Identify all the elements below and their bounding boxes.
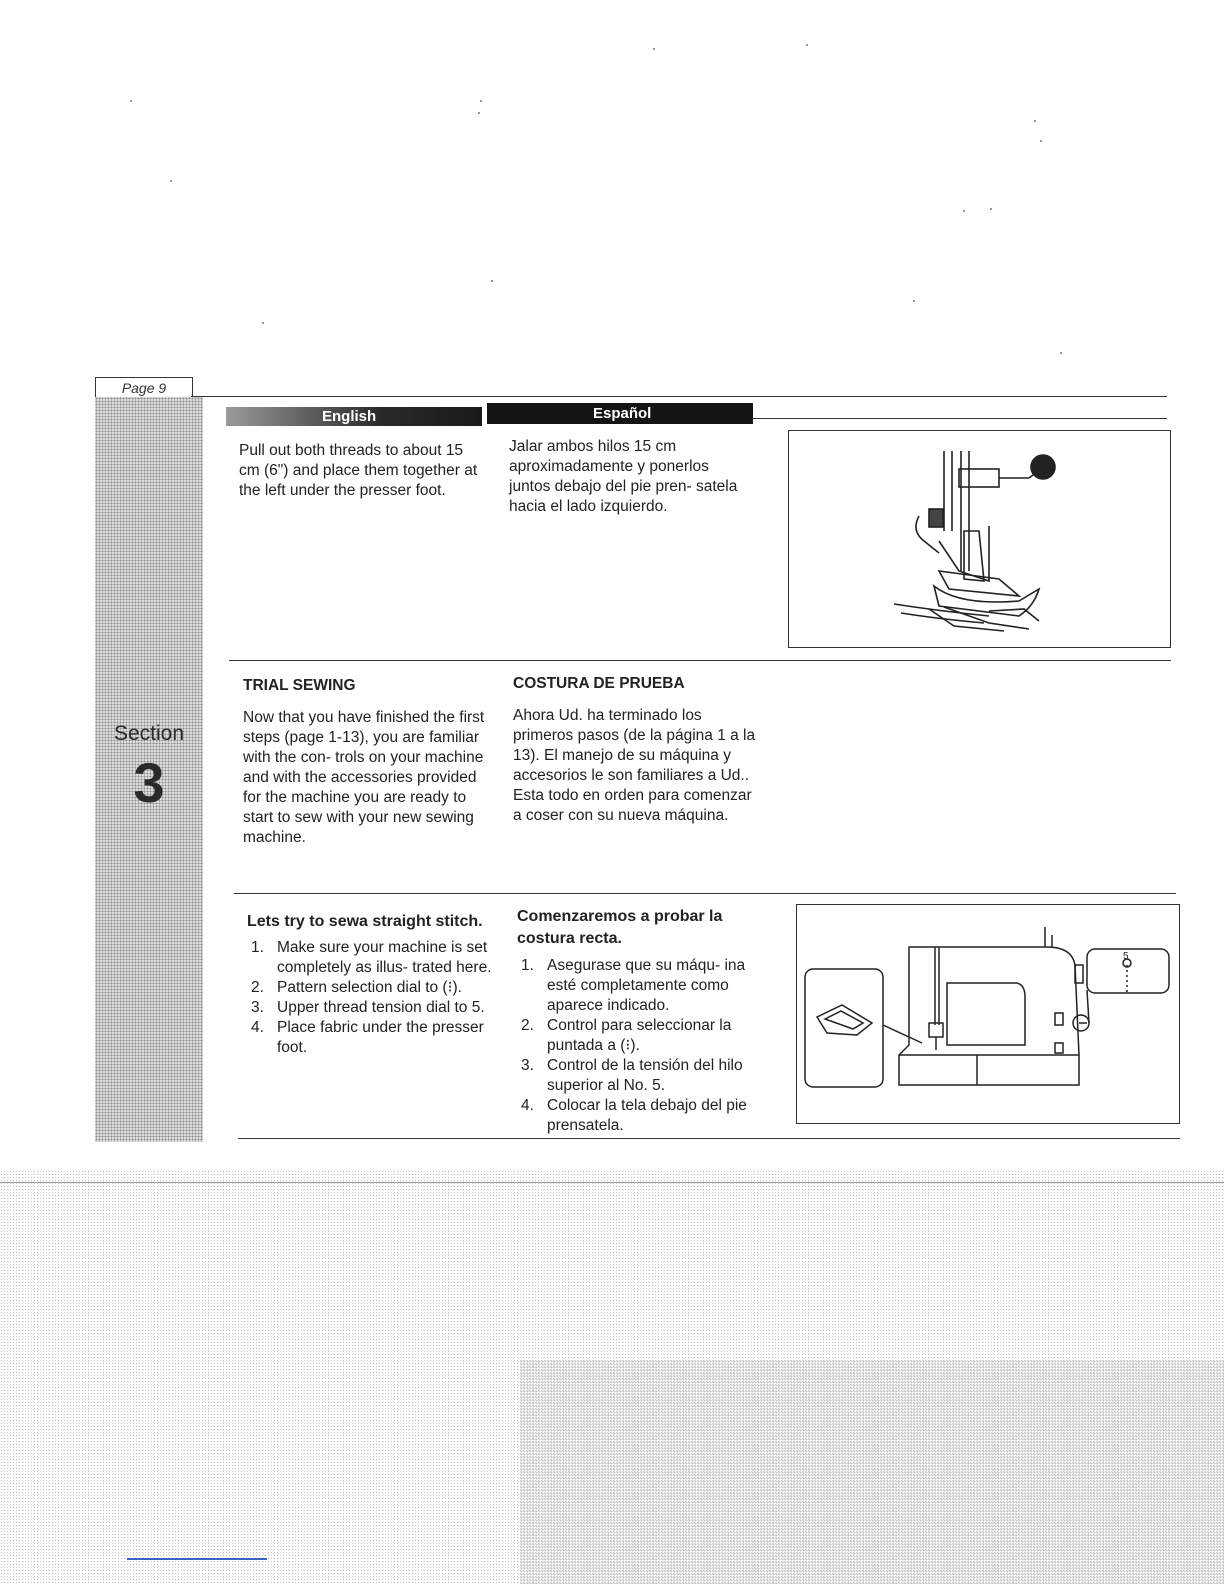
scan-speck <box>480 100 482 102</box>
list-item: 4. Colocar la tela debajo del pie prensatela. <box>521 1097 747 1134</box>
spanish-header-bar <box>487 403 753 424</box>
list-item: 2. Control para seleccionar la puntada a (⁝). <box>521 1017 732 1054</box>
section-number: 3 <box>133 751 165 814</box>
scan-speck <box>963 210 965 212</box>
spanish-header: Español <box>593 405 652 422</box>
english-header: English <box>322 408 377 425</box>
rule-bottom <box>238 1138 1180 1139</box>
scan-speck <box>990 208 992 210</box>
block1-english <box>239 441 481 501</box>
straight-stitch-heading: Lets try to sewa straight stitch. <box>247 913 483 930</box>
scan-speck <box>130 100 132 102</box>
block2-spanish <box>513 674 756 826</box>
costura-de-prueba-heading: COSTURA DE PRUEBA <box>513 675 685 692</box>
list-item: 3. Control de la tensión del hilo superior al No. 5. <box>521 1057 743 1094</box>
rule-mid-1 <box>229 660 1171 661</box>
block1-english-text: Pull out both threads to about 15 cm (6") and place them together at the left under the presser foot. <box>239 442 478 499</box>
page-label: Page 9 <box>95 377 193 399</box>
scan-speck <box>170 180 172 182</box>
block2-english <box>243 676 486 848</box>
costura-recta-heading: Comenzaremos a probar la costura recta. <box>517 908 723 947</box>
english-steps-list <box>247 938 492 1058</box>
scan-speck <box>262 322 264 324</box>
list-item: 3. Upper thread tension dial to 5. <box>251 999 485 1016</box>
tension-dial-value: 5 <box>1123 951 1129 962</box>
section-label: Section <box>113 722 185 745</box>
scan-noise-dark <box>520 1360 1224 1584</box>
scan-speck <box>806 44 808 46</box>
list-item: 1. Make sure your machine is set completely as illus- trated here. <box>251 939 492 976</box>
block3-spanish <box>517 906 765 1136</box>
figure-presser-foot <box>788 430 1171 648</box>
rule-header <box>753 418 1167 419</box>
scan-speck <box>491 280 493 282</box>
figure-sewing-machine <box>796 904 1180 1124</box>
block1-spanish-text: Jalar ambos hilos 15 cm aproximadamente y ponerlos juntos debajo del pie pren- satela hacia el lado izquierdo. <box>509 438 738 515</box>
block2-english-text: Now that you have finished the first steps (page 1-13), you are familiar with the con- trols on your machine and with the accessories provided for the machine you are ready to start to sew with your new sewing machine. <box>243 709 485 846</box>
rule-mid-2 <box>234 893 1176 894</box>
block3-english <box>247 910 492 1058</box>
list-item: 1. Asegurase que su máqu- ina esté completamente como aparece indicado. <box>521 957 746 1014</box>
blue-underline <box>127 1558 267 1560</box>
block1-spanish <box>509 437 751 517</box>
scan-speck <box>1034 120 1036 122</box>
list-item: 4. Place fabric under the presser foot. <box>251 1019 484 1056</box>
scan-edge-line <box>0 1182 1224 1183</box>
spanish-steps-list <box>517 956 765 1136</box>
trial-sewing-heading: TRIAL SEWING <box>243 677 356 694</box>
english-header-bar <box>226 407 482 426</box>
scan-speck <box>1040 140 1042 142</box>
presser-foot-illustration <box>789 431 1170 647</box>
block2-spanish-text: Ahora Ud. ha terminado los primeros pasos (de la página 1 a la 13). El manejo de su máquina y accesorios le son familiares a Ud.. Esta todo en orden para comenzar a coser con su nueva máquina. <box>513 707 756 824</box>
scan-speck <box>653 48 655 50</box>
sewing-machine-illustration <box>797 905 1179 1123</box>
list-item: 2. Pattern selection dial to (⁝). <box>251 979 462 996</box>
scan-speck <box>478 112 480 114</box>
scan-speck <box>1060 352 1062 354</box>
rule-top <box>191 396 1167 397</box>
scan-speck <box>913 300 915 302</box>
